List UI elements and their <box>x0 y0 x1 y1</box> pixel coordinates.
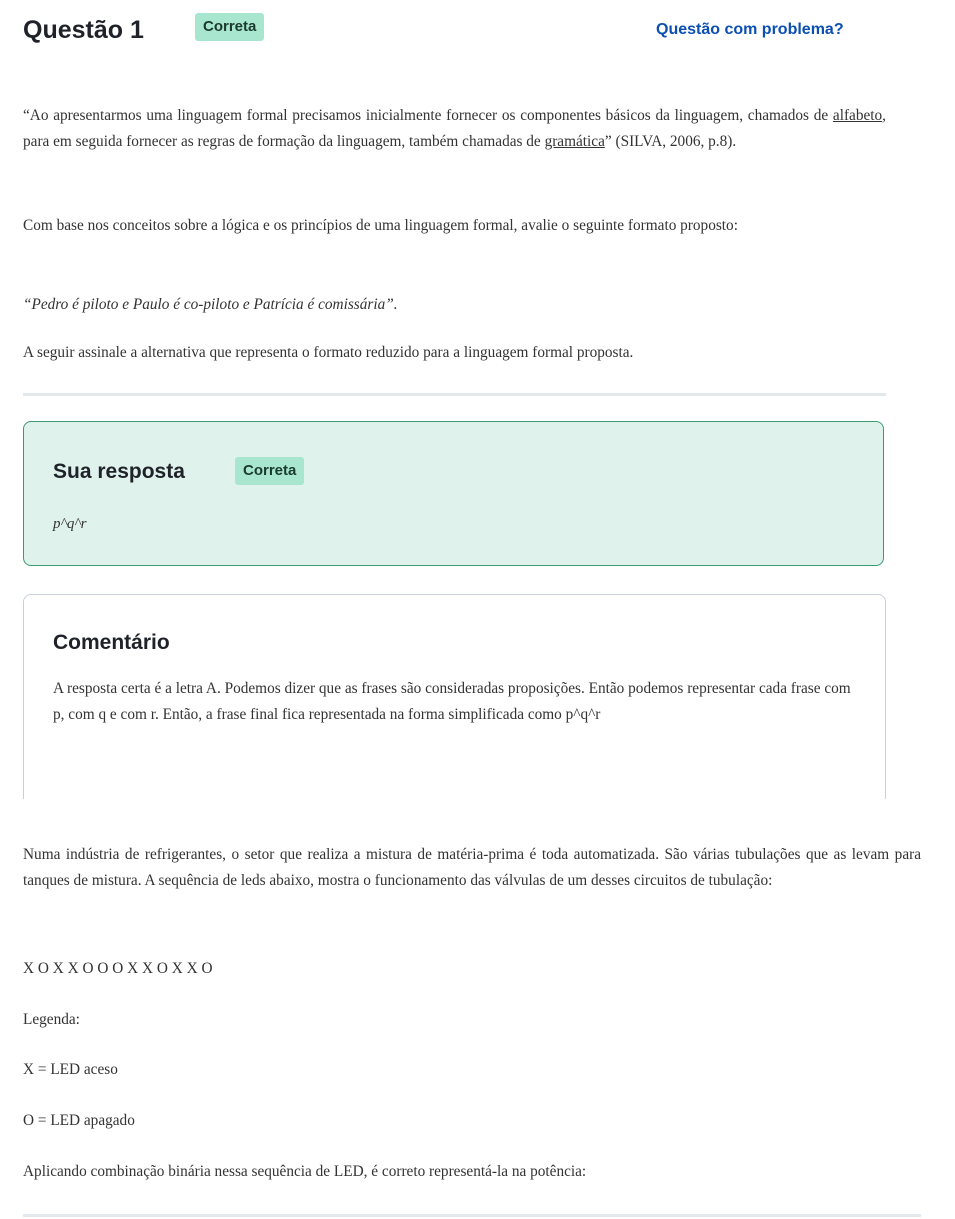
report-problem-link[interactable]: Questão com problema? <box>656 21 844 38</box>
legend-x: X = LED aceso <box>23 1061 118 1078</box>
answer-box <box>23 421 884 566</box>
statement-quote <box>23 103 886 155</box>
question-title: Questão 1 <box>23 16 144 44</box>
section-divider-bottom <box>23 1214 921 1217</box>
legend-o: O = LED apagado <box>23 1112 135 1129</box>
next-question-prompt: Aplicando combinação binária nessa sequência de LED, é correto representá-la na potência: <box>23 1163 587 1180</box>
status-badge: Correta <box>195 13 264 41</box>
comment-title: Comentário <box>53 631 170 654</box>
comment-box <box>23 594 886 799</box>
proposition-italic: “Pedro é piloto e Paulo é co-piloto e Patrícia é comissária”. <box>23 296 398 313</box>
next-question-paragraph: Numa indústria de refrigerantes, o setor que realiza a mistura de matéria-prima é toda automatizada. São várias tubulações que as levam para tanques de mistura. A sequência de leds abaixo, mostra o funcionamento das válvulas de um desses circuitos de tubulação: <box>23 846 921 889</box>
section-divider <box>23 393 886 396</box>
proposition-text <box>23 292 886 318</box>
quote-term-alfabeto: alfabeto <box>832 107 883 124</box>
comment-text: A resposta certa é a letra A. Podemos dizer que as frases são consideradas proposições. Então podemos representar cada frase com p, com q e com r. Então, a frase final fica representada na forma simplificada como p^q^r <box>53 680 851 723</box>
quote-text-3: ” (SILVA, 2006, p.8). <box>604 133 737 150</box>
led-sequence: X O X X O O O X X O X X O <box>23 960 213 977</box>
quote-text-1: “Ao apresentarmos uma linguagem formal precisamos inicialmente fornecer os componentes básicos da linguagem, chamados de <box>23 107 833 124</box>
quote-text-2: , para em seguida fornecer as regras de formação da linguagem, também chamadas de <box>23 107 886 150</box>
answer-value: p^q^r <box>53 516 87 532</box>
legend-label: Legenda: <box>23 1011 80 1028</box>
answer-title: Sua resposta <box>53 460 185 483</box>
statement-paragraph: Com base nos conceitos sobre a lógica e os princípios de uma linguagem formal, avalie o seguinte formato proposto: <box>23 217 738 234</box>
answer-status-badge: Correta <box>235 457 304 485</box>
instruction-text: A seguir assinale a alternativa que representa o formato reduzido para a linguagem formal proposta. <box>23 344 634 361</box>
quote-term-gramatica: gramática <box>544 133 605 150</box>
